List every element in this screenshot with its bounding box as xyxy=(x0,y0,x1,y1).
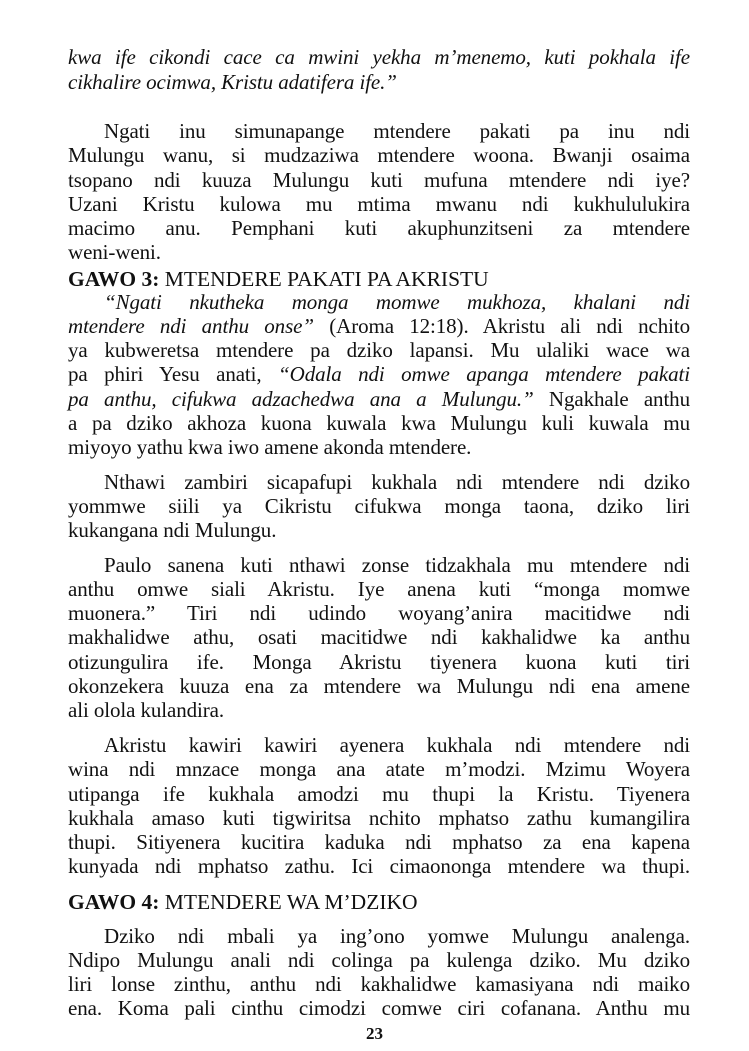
paragraph-line xyxy=(68,411,690,435)
paragraph-line xyxy=(104,553,690,577)
body-text: Ndipo Mulungu anali ndi colinga pa kulenga dziko. Mu dziko xyxy=(68,948,690,972)
paragraph-line xyxy=(68,314,690,338)
paragraph-line xyxy=(68,168,690,192)
body-text: wina ndi mnzace monga ana atate m’modzi. Mzimu Woyera xyxy=(68,757,690,781)
paragraph-line xyxy=(104,924,690,948)
section-number: GAWO 3: xyxy=(68,267,160,291)
italic-text: cikhalire ocimwa, Kristu adatifera ife.” xyxy=(68,70,397,94)
body-text: ya kubweretsa mtendere pa dziko lapansi. Mu ulaliki wace wa xyxy=(68,338,690,362)
paragraph-line xyxy=(68,435,690,459)
italic-text: “Odala ndi omwe apanga mtendere pakati xyxy=(278,362,690,386)
body-text: liri lonse zinthu, anthu ndi kakhalidwe kamasiyana ndi maiko xyxy=(68,972,690,996)
italic-text: “Ngati nkutheka monga momwe mukhoza, khalani ndi xyxy=(104,290,690,314)
paragraph-line xyxy=(68,674,690,698)
body-text: weni-weni. xyxy=(68,240,161,264)
paragraph-line xyxy=(68,601,690,625)
body-text: Mulungu wanu, si mudzaziwa mtendere woona. Bwanji osaima xyxy=(68,143,690,167)
body-text: anthu omwe siali Akristu. Iye anena kuti “monga momwe xyxy=(68,577,690,601)
paragraph-line xyxy=(68,830,690,854)
paragraph-line xyxy=(104,733,690,757)
body-text: tsopano ndi kuuza Mulungu kuti mufuna mtendere ndi iye? xyxy=(68,168,690,192)
paragraph-line xyxy=(68,757,690,781)
body-text: Ngati inu simunapange mtendere pakati pa inu ndi xyxy=(104,119,690,143)
body-text: Uzani Kristu kulowa mu mtima mwanu ndi kukhululukira xyxy=(68,192,690,216)
body-text: kukangana ndi Mulungu. xyxy=(68,518,277,542)
paragraph-line xyxy=(68,494,690,518)
body-text: muonera.” Tiri ndi udindo woyang’anira macitidwe ndi xyxy=(68,601,690,625)
paragraph-line xyxy=(68,650,690,674)
body-text: Dziko ndi mbali ya ing’ono yomwe Mulungu analenga. xyxy=(104,924,690,948)
body-text: macimo anu. Pemphani kuti akuphunzitseni za mtendere xyxy=(68,216,690,240)
body-text: Ngakhale anthu xyxy=(533,387,690,411)
italic-text: pa anthu, cifukwa adzachedwa ana a Mulungu.” xyxy=(68,387,534,411)
paragraph-line xyxy=(68,972,690,996)
paragraph-line xyxy=(68,854,690,878)
body-text: (Aroma 12:18). Akristu ali ndi nchito xyxy=(313,314,690,338)
section-number: GAWO 4: xyxy=(68,890,160,914)
body-text: a pa dziko akhoza kuona kuwala kwa Mulungu kuli kuwala mu xyxy=(68,411,690,435)
body-text: makhalidwe athu, osati macitidwe ndi kakhalidwe ka anthu xyxy=(68,625,690,649)
paragraph-line xyxy=(68,806,690,830)
body-text: otizungulira ife. Monga Akristu tiyenera kuona kuti tiri xyxy=(68,650,690,674)
section-title: MTENDERE WA M’DZIKO xyxy=(159,890,418,914)
paragraph-line xyxy=(68,362,690,386)
paragraph-line xyxy=(68,948,690,972)
page-number: 23 xyxy=(366,1024,383,1043)
paragraph-line xyxy=(68,387,690,411)
paragraph-line xyxy=(68,338,690,362)
body-text: kukhala amaso kuti tigwiritsa nchito mphatso zathu kumangilira xyxy=(68,806,690,830)
body-text: ena. Koma pali cinthu cimodzi comwe ciri cofanana. Anthu mu xyxy=(68,996,690,1020)
body-text: miyoyo yathu kwa iwo amene akonda mtendere. xyxy=(68,435,472,459)
paragraph-line xyxy=(68,45,690,69)
paragraph-line xyxy=(68,996,690,1020)
body-text: kunyada ndi mphatso zathu. Ici cimaononga mtendere wa thupi. xyxy=(68,854,690,878)
paragraph-line xyxy=(68,518,690,542)
paragraph-line xyxy=(68,216,690,240)
paragraph-line xyxy=(68,698,690,722)
body-text: thupi. Sitiyenera kucitira kaduka ndi mphatso za ena kapena xyxy=(68,830,690,854)
paragraph-line xyxy=(68,143,690,167)
section-title: MTENDERE PAKATI PA AKRISTU xyxy=(159,267,489,291)
body-text: ali olola kulandira. xyxy=(68,698,225,722)
paragraph-line xyxy=(68,577,690,601)
paragraph-line xyxy=(68,192,690,216)
paragraph-line xyxy=(68,240,690,264)
paragraph-line xyxy=(68,782,690,806)
paragraph-line xyxy=(68,625,690,649)
paragraph-line xyxy=(104,290,690,314)
paragraph-line xyxy=(68,70,690,94)
body-text: yommwe siili ya Cikristu cifukwa monga taona, dziko liri xyxy=(68,494,690,518)
body-text: pa phiri Yesu anati, xyxy=(68,362,279,386)
paragraph-line xyxy=(104,119,690,143)
body-text: Paulo sanena kuti nthawi zonse tidzakhala mu mtendere ndi xyxy=(104,553,690,577)
body-text: Nthawi zambiri sicapafupi kukhala ndi mtendere ndi dziko xyxy=(104,470,690,494)
section-heading xyxy=(68,266,489,292)
body-text: okonzekera kuuza ena za mtendere wa Mulungu ndi ena amene xyxy=(68,674,690,698)
body-text: utipanga ife kukhala amodzi mu thupi la Kristu. Tiyenera xyxy=(68,782,690,806)
section-heading xyxy=(68,889,418,915)
italic-text: mtendere ndi anthu onse” xyxy=(68,314,314,338)
body-text: Akristu kawiri kawiri ayenera kukhala ndi mtendere ndi xyxy=(104,733,690,757)
italic-text: kwa ife cikondi cace ca mwini yekha m’menemo, kuti pokhala ife xyxy=(68,45,690,69)
paragraph-line xyxy=(104,470,690,494)
